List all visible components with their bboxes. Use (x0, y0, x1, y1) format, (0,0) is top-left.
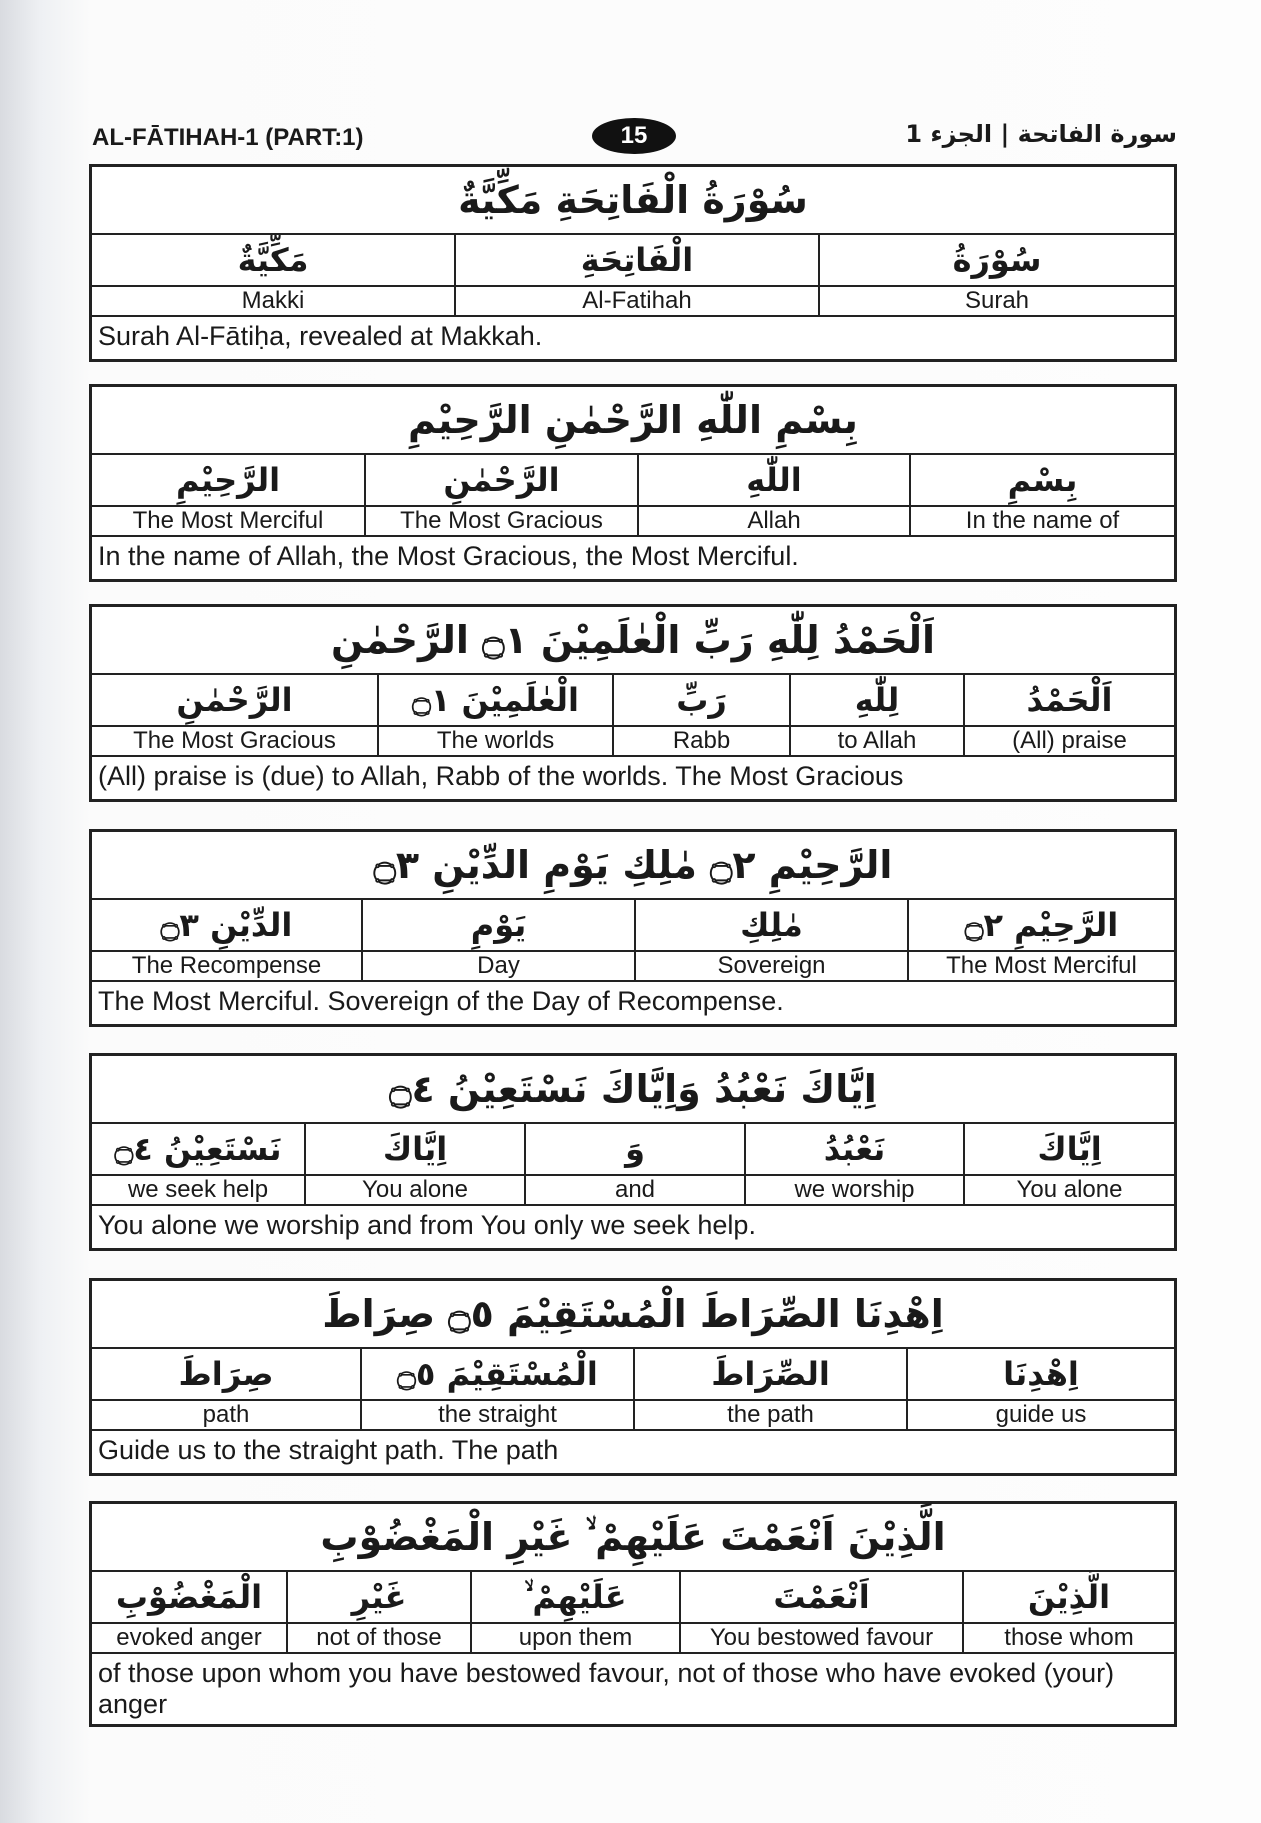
arabic-words-row (92, 1572, 1174, 1624)
arabic-word: الْفَاتِحَةِ (454, 235, 818, 285)
english-gloss: You bestowed favour (679, 1624, 962, 1652)
arabic-word: سُوْرَةُ (818, 235, 1174, 285)
arabic-verse-line: بِسْمِ اللّٰهِ الرَّحْمٰنِ الرَّحِيْمِ (92, 387, 1174, 455)
english-gloss: evoked anger (116, 1624, 262, 1651)
arabic-verse-line: سُوْرَةُ الْفَاتِحَةِ مَكِّيَّةٌ (92, 167, 1174, 235)
english-gloss-row (92, 952, 1174, 982)
english-gloss: Sovereign (634, 952, 907, 980)
english-gloss-row (92, 1401, 1174, 1431)
verse-box (89, 604, 1177, 802)
arabic-verse-line: اِيَّاكَ نَعْبُدُ وَاِيَّاكَ نَسْتَعِيْنُ ۝٤ (92, 1056, 1174, 1124)
english-gloss: Al-Fatihah (454, 287, 818, 315)
verse-box (89, 1278, 1177, 1476)
verse-box (89, 1053, 1177, 1251)
arabic-verse-line: اِهْدِنَا الصِّرَاطَ الْمُسْتَقِيْمَ ۝٥ صِرَاطَ (92, 1281, 1174, 1349)
arabic-verse-line: الرَّحِيْمِ ۝٢ مٰلِكِ يَوْمِ الدِّيْنِ ۝٣ (92, 832, 1174, 900)
english-gloss: Makki (241, 287, 305, 314)
arabic-word: عَلَيْهِمْ ۙ (470, 1572, 679, 1622)
english-gloss: The Most Merciful (907, 952, 1174, 980)
verse-box (89, 164, 1177, 362)
verse-translation: Surah Al-Fātiḥa, revealed at Makkah. (98, 321, 543, 351)
arabic-words-row (92, 675, 1174, 727)
arabic-verse-line: اَلْحَمْدُ لِلّٰهِ رَبِّ الْعٰلَمِيْنَ ۝١ الرَّحْمٰنِ (92, 607, 1174, 675)
arabic-word: نَعْبُدُ (744, 1124, 963, 1174)
arabic-word: الرَّحْمٰنِ (176, 681, 293, 719)
arabic-word: الرَّحِيْمِ ۝٢ (907, 900, 1174, 950)
english-gloss-row (92, 727, 1174, 757)
arabic-word: اَنْعَمْتَ (679, 1572, 962, 1622)
arabic-verse-line: الَّذِيْنَ اَنْعَمْتَ عَلَيْهِمْ ۙ غَيْرِ الْمَغْضُوْبِ (92, 1504, 1174, 1572)
english-gloss: You alone (304, 1176, 524, 1204)
arabic-word: اِهْدِنَا (906, 1349, 1174, 1399)
english-gloss: (All) praise (963, 727, 1174, 755)
arabic-word: وَ (524, 1124, 744, 1174)
arabic-word: لِلّٰهِ (789, 675, 963, 725)
arabic-words-row (92, 1349, 1174, 1401)
arabic-word: رَبِّ (612, 675, 789, 725)
arabic-word: الْعٰلَمِيْنَ ۝١ (377, 675, 612, 725)
english-gloss: Surah (818, 287, 1174, 315)
english-gloss: the straight (360, 1401, 633, 1429)
page-number-badge: 15 (592, 118, 676, 154)
english-gloss: guide us (906, 1401, 1174, 1429)
english-gloss: The Recompense (131, 952, 322, 979)
arabic-word: الْمَغْضُوْبِ (115, 1578, 263, 1616)
english-gloss-row (92, 507, 1174, 537)
running-header-arabic: سورة الفاتحة | الجزء 1 (905, 120, 1177, 148)
english-gloss-row (92, 287, 1174, 317)
english-gloss: Allah (637, 507, 909, 535)
arabic-word: الرَّحْمٰنِ (364, 455, 637, 505)
arabic-word: نَسْتَعِيْنُ ۝٤ (114, 1130, 282, 1168)
english-gloss: The worlds (377, 727, 612, 755)
verse-translation: Guide us to the straight path. The path (98, 1435, 559, 1465)
arabic-word: بِسْمِ (909, 455, 1174, 505)
arabic-word: اللّٰهِ (637, 455, 909, 505)
english-gloss: Day (361, 952, 634, 980)
english-gloss-row (92, 1624, 1174, 1654)
arabic-word: اَلْحَمْدُ (963, 675, 1174, 725)
arabic-words-row (92, 900, 1174, 952)
arabic-word: صِرَاطَ (178, 1355, 274, 1393)
english-gloss: Rabb (612, 727, 789, 755)
arabic-word: الصِّرَاطَ (633, 1349, 906, 1399)
arabic-word: الرَّحِيْمِ (175, 461, 281, 499)
running-header-title: AL-FĀTIHAH-1 (PART:1) (92, 124, 364, 151)
arabic-word: يَوْمِ (361, 900, 634, 950)
english-gloss: not of those (286, 1624, 470, 1652)
arabic-word: الدِّيْنِ ۝٣ (160, 906, 293, 944)
arabic-word: مٰلِكِ (634, 900, 907, 950)
arabic-words-row (92, 455, 1174, 507)
verse-translation: You alone we worship and from You only we seek help. (98, 1210, 756, 1240)
arabic-word: اِيَّاكَ (304, 1124, 524, 1174)
arabic-words-row (92, 1124, 1174, 1176)
verse-translation: In the name of Allah, the Most Gracious, the Most Merciful. (98, 541, 799, 571)
arabic-word: اِيَّاكَ (963, 1124, 1174, 1174)
arabic-word: الَّذِيْنَ (962, 1572, 1174, 1622)
english-gloss: the path (633, 1401, 906, 1429)
arabic-word: الْمُسْتَقِيْمَ ۝٥ (360, 1349, 633, 1399)
english-gloss: You alone (963, 1176, 1174, 1204)
arabic-word: غَيْرِ (286, 1572, 470, 1622)
verse-translation: The Most Merciful. Sovereign of the Day of Recompense. (98, 986, 784, 1016)
english-gloss: we seek help (127, 1176, 269, 1203)
english-gloss: those whom (962, 1624, 1174, 1652)
verse-box (89, 384, 1177, 582)
english-gloss: The Most Merciful (132, 507, 324, 534)
english-gloss: In the name of (909, 507, 1174, 535)
english-gloss-row (92, 1176, 1174, 1206)
english-gloss: and (524, 1176, 744, 1204)
english-gloss: to Allah (789, 727, 963, 755)
verse-translation: of those upon whom you have bestowed favour, not of those who have evoked (your) anger (98, 1658, 1115, 1719)
english-gloss: upon them (470, 1624, 679, 1652)
verse-box (89, 1501, 1177, 1727)
arabic-words-row (92, 235, 1174, 287)
english-gloss: The Most Gracious (364, 507, 637, 535)
english-gloss: path (202, 1401, 250, 1428)
arabic-word: مَكِّيَّةٌ (237, 241, 309, 279)
verse-box (89, 829, 1177, 1027)
english-gloss: The Most Gracious (133, 727, 336, 754)
english-gloss: we worship (744, 1176, 963, 1204)
verse-translation: (All) praise is (due) to Allah, Rabb of the worlds. The Most Gracious (98, 761, 904, 791)
